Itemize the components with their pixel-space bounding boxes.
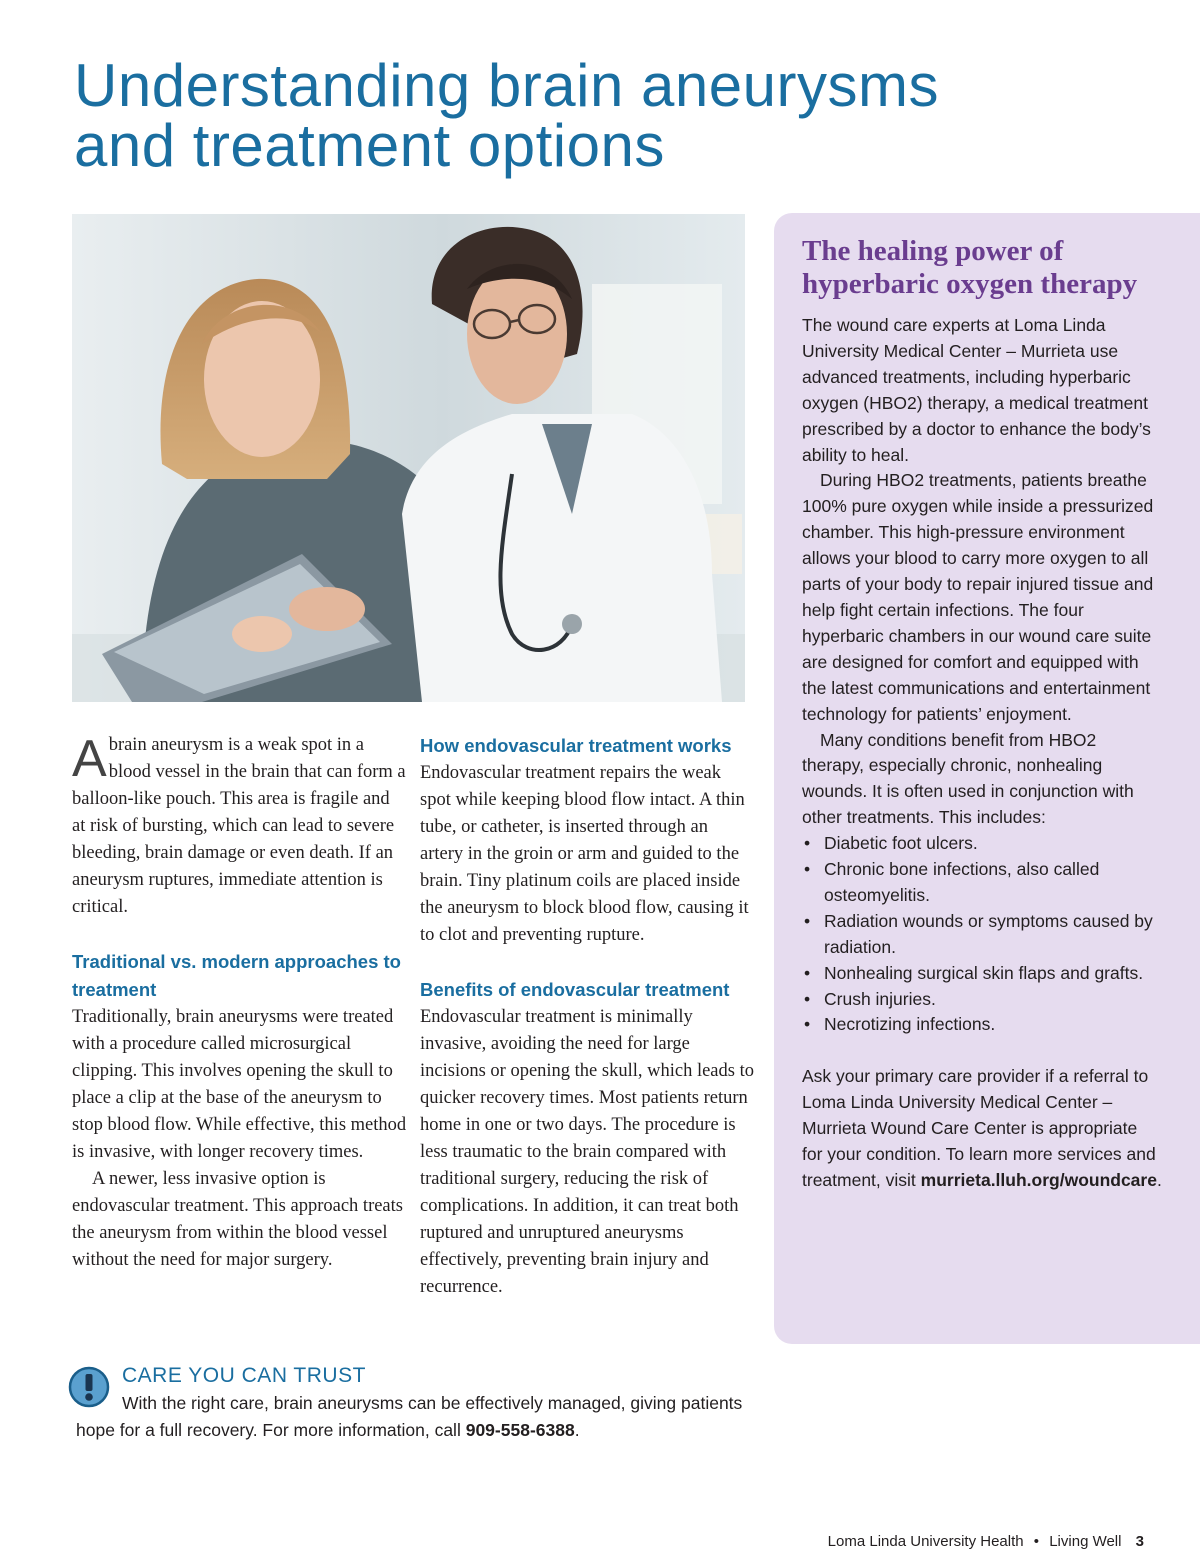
section-heading-benefits: Benefits of endovascular treatment [420,979,730,1000]
sidebar-closing-period: . [1156,1170,1162,1190]
section-how-it-works-paragraph: Endovascular treatment repairs the weak spot while keeping blood flow intact. A thin tube, or catheter, is inserted through an artery in the groin or arm and guided to the brain. Tiny platinum coils are placed inside the aneurysm to block blood flow, causing it to clot and preventing rupture. [420,763,749,945]
phone-number[interactable]: 909-558-6388 [465,1420,575,1440]
page-title-line-1: Understanding brain aneurysms [74,52,939,119]
sidebar-paragraph-1: The wound care experts at Loma Linda University Medical Center – Murrieta use advanced treatments, including hyperbaric oxygen (HBO2) therapy, a medical treatment prescribed by a doctor to enhance the body’s ability to heal. [802,315,1151,465]
callout-title: CARE YOU CAN TRUST [122,1364,366,1387]
sidebar-closing-text: Ask your primary care provider if a referral to Loma Linda University Medical Center – Murrieta Wound Care Center is appropriate for your condition. To learn more services and treatment, visit [802,1066,1156,1190]
doctor-patient-photo [72,214,745,702]
article-column-1 [72,732,407,1274]
sidebar-closing [802,1064,1162,1194]
woundcare-link[interactable]: murrieta.lluh.org/woundcare [920,1170,1157,1190]
drop-cap: A [72,730,107,788]
section-traditional-paragraph-2: A newer, less invasive option is endovascular treatment. This approach treats the aneurysm from within the blood vessel without the need for major surgery. [72,1169,403,1270]
list-item: • Chronic bone infections, also called osteomyelitis. [802,857,1162,909]
page-title [74,52,1074,179]
page-number: 3 [1135,1533,1144,1550]
page-title-line-2: and treatment options [74,112,665,179]
list-item: • Necrotizing infections. [802,1012,1162,1038]
section-traditional-paragraph-1: Traditionally, brain aneurysms were treated with a procedure called microsurgical clipping. This involves opening the skull to place a clip at the base of the aneurysm to stop blood flow. While effective, this method is invasive, with longer recovery times. [72,1007,407,1162]
list-item: • Crush injuries. [802,987,1162,1013]
intro-paragraph [72,732,407,921]
footer-section: Living Well [1049,1533,1122,1550]
list-item: • Nonhealing surgical skin flaps and grafts. [802,961,1162,987]
callout-body-text: With the right care, brain aneurysms can be effectively managed, giving patients hope for a full recovery. For more information, call [76,1393,743,1440]
article-column-2 [420,732,755,1301]
conditions-list [802,831,1162,1038]
section-benefits-paragraph: Endovascular treatment is minimally invasive, avoiding the need for large incisions or opening the skull, which leads to quicker recovery times. Most patients return home in one or two days. The procedure is less traumatic to the brain compared with traditional surgery, reducing the risk of complications. In addition, it can treat both ruptured and unruptured aneurysms effectively, preventing brain injury and recurrence. [420,1007,754,1297]
sidebar-paragraph-2: During HBO2 treatments, patients breathe 100% pure oxygen while inside a pressurized chamber. This high-pressure environment allows your blood to carry more oxygen to all parts of your body to repair injured tissue and help fight certain infections. The four hyperbaric chambers in our wound care suite are designed for comfort and equipped with the latest communications and entertainment technology for patients’ enjoyment. [802,470,1154,724]
section-heading-how-it-works: How endovascular treatment works [420,735,732,756]
footer-separator: • [1033,1533,1040,1550]
sidebar-paragraph-3: Many conditions benefit from HBO2 therapy, especially chronic, nonhealing wounds. It is often used in conjunction with other treatments. This includes: [802,729,1134,828]
list-item: • Diabetic foot ulcers. [802,831,1162,857]
callout-body [76,1390,756,1444]
page-footer [828,1532,1144,1552]
intro-text: brain aneurysm is a weak spot in a blood vessel in the brain that can form a balloon-like pouch. This area is fragile and at risk of bursting, which can lead to severe bleeding, brain damage or even death. If an aneurysm ruptures, immediate attention is critical. [72,735,406,917]
hyperbaric-sidebar [774,213,1200,1344]
section-heading-traditional: Traditional vs. modern approaches to treatment [72,951,401,1000]
callout-body-period: . [574,1420,580,1440]
footer-publication: Loma Linda University Health [827,1533,1024,1550]
list-item: • Radiation wounds or symptoms caused by radiation. [802,909,1162,961]
sidebar-title: The healing power of hyperbaric oxygen therapy [802,235,1138,300]
